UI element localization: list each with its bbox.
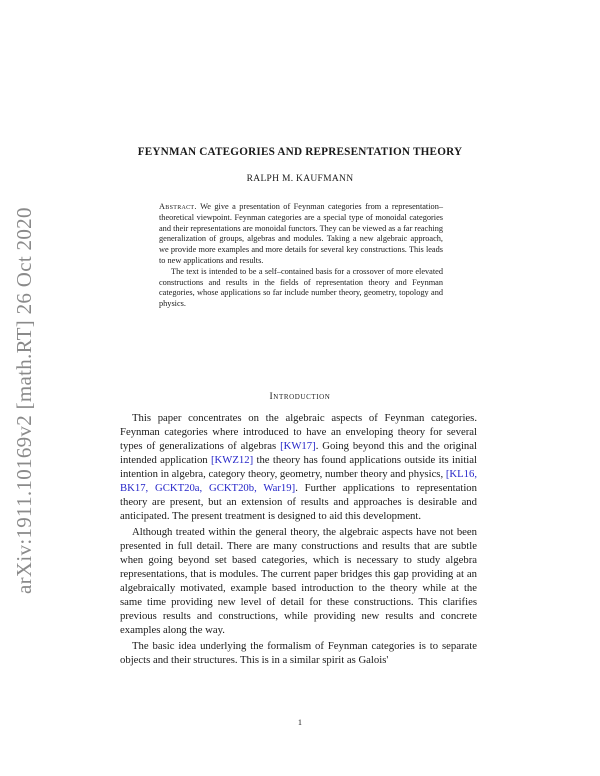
author-name: RALPH M. KAUFMANN: [246, 174, 354, 184]
body-text-run: . Going beyond this and the original intended application: [120, 440, 477, 466]
abstract-paragraph-2: The text is intended to be a self–contained basis for a crossover of more elevated constructions and results in the fields of representation theory and Feynman categories, whose applications so far include number theory, geometry, topology and physics.: [159, 266, 443, 309]
body-paragraph-3: The basic idea underlying the formalism of Feynman categories is to separate objects and their structures. This is in a similar spirit as Galois': [120, 640, 477, 666]
citation-link[interactable]: [KW17]: [280, 440, 316, 452]
paper-title: FEYNMAN CATEGORIES AND REPRESENTATION THEORY: [137, 146, 463, 158]
body-text: [120, 411, 477, 667]
body-paragraph-1: [120, 411, 477, 523]
body-text-run: This paper concentrates on the algebraic aspects of Feynman categories. Feynman categories where introduced to have an enveloping theory for several types of generalizations of algebras: [120, 412, 477, 452]
abstract-label: Abstract.: [159, 202, 197, 211]
body-paragraph-2: Although treated within the general theory, the algebraic aspects have not been presented in full detail. There are many constructions and results that are subtle when going beyond set based categories, which is necessary to study algebra representations, that is modules. The current paper bridges this gap providing at an algebraically motivated, example based introduction to the theory while at the same time providing new level of detail for these constructions. This clarifies previous results and constructions, while providing new results and concrete examples along the way.: [120, 526, 477, 636]
abstract: [159, 202, 443, 310]
section-heading: Introduction: [269, 391, 331, 402]
page-number: 1: [297, 718, 303, 727]
citation-link[interactable]: [KL16, BK17, GCKT20a, GCKT20b, War19]: [120, 468, 477, 494]
citation-link[interactable]: [KWZ12]: [210, 454, 254, 466]
body-text-run: the theory has found applications outside its initial intention in algebra, category theory, geometry, number theory and physics,: [120, 454, 477, 480]
abstract-text-1: We give a presentation of Feynman categories from a representation–theoretical viewpoint. Feynman categories are a special type of monoidal categories and their representations are monoidal functors. They can be viewed as a far reaching generalization of groups, algebras and modules. Taking a new algebraic approach, we provide more examples and more details for several key constructions. This leads to new applications and results.: [159, 202, 443, 265]
arxiv-identifier: arXiv:1911.10169v2 [math.RT] 26 Oct 2020: [12, 207, 36, 594]
body-text-run: . Further applications to representation theory are present, but an extension of results and approaches is desirable and anticipated. The present treatment is designed to aid this development.: [120, 482, 477, 522]
abstract-paragraph-1: [159, 202, 443, 267]
